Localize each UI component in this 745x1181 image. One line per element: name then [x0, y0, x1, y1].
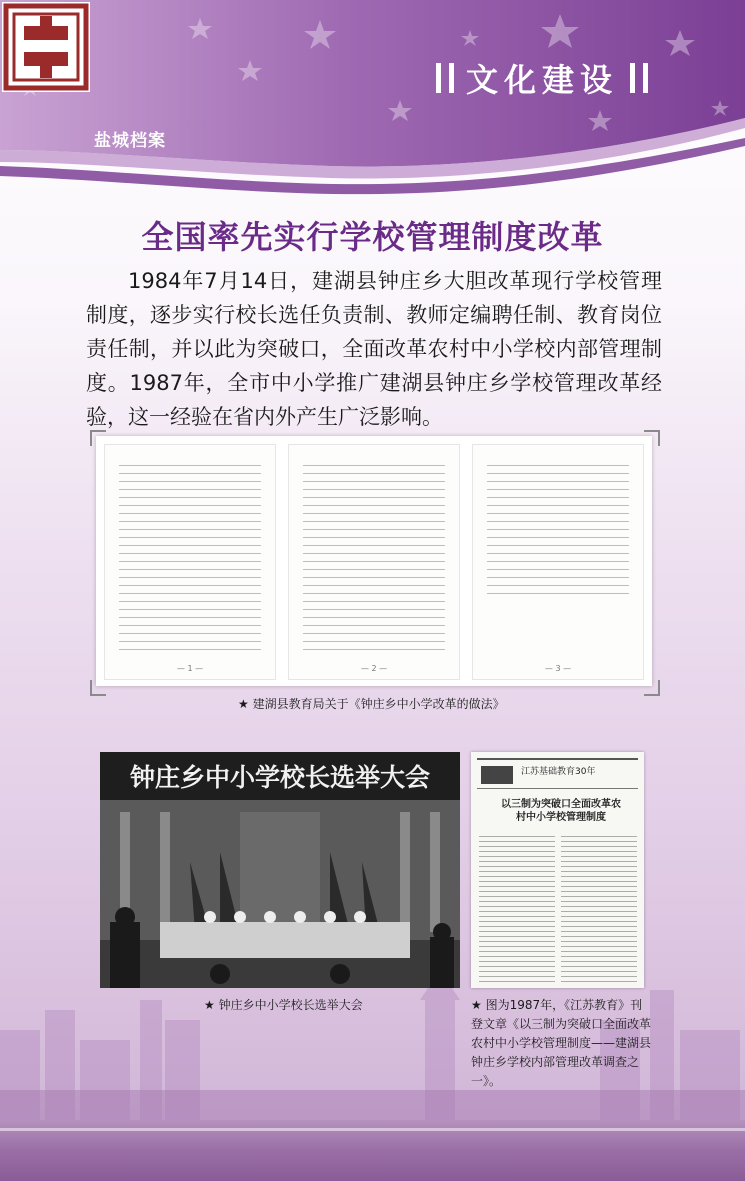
document-page-2 [288, 444, 460, 680]
document-text-lines [487, 465, 629, 599]
logo-text: 盐城档案 [94, 131, 166, 151]
document-page-3 [472, 444, 644, 680]
section-bar-right-2 [643, 63, 648, 93]
photo-caption: ★ 钟庄乡中小学校长选举大会 [204, 998, 363, 1012]
document-page-1 [104, 444, 276, 680]
magazine-header: 江苏基础教育30年 [521, 767, 596, 777]
magazine-column-right [561, 836, 637, 982]
header-wave-background [0, 0, 745, 200]
magazine-header-mark [481, 766, 513, 784]
document-scan [96, 436, 652, 686]
magazine-clipping [471, 752, 644, 988]
footer-band [0, 1120, 745, 1181]
section-bar-left-2 [449, 63, 454, 93]
frame-corner [90, 430, 106, 446]
magazine-rule [477, 788, 638, 789]
frame-corner [90, 680, 106, 696]
magazine-headline: 以三制为突破口全面改革农村中小学校管理制度 [501, 799, 621, 823]
document-text-lines [303, 465, 445, 657]
header-banner [0, 0, 745, 200]
article-title: 全国率先实行学校管理制度改革 [141, 218, 604, 256]
magazine-column-left [479, 836, 555, 982]
footer-stripe [0, 1128, 745, 1131]
section-label-text: 文化建设 [466, 61, 619, 99]
frame-corner [644, 680, 660, 696]
document-page-number: — 1 — [176, 664, 204, 673]
article-body: 1984年7月14日，建湖县钟庄乡大胆改革现行学校管理制度，逐步实行校长选任负责制、教师定编聘任制、教育岗位责任制，并以此为突破口，全面改革农村中小学校内部管理制度。1987年，全市中小学推广建湖县钟庄乡学校管理改革经验，这一经验在省内外产生广泛影响。 [86, 269, 662, 429]
magazine-top-rule [477, 758, 638, 760]
photo-banner-text: 钟庄乡中小学校长选举大会 [129, 763, 431, 792]
magazine-caption: ★ 图为1987年，《江苏教育》刊登文章《以三制为突破口全面改革农村中小学校管理制度——建湖县钟庄乡学校内部管理改革调查之一》。 [471, 998, 652, 1088]
document-page-number: — 3 — [544, 664, 572, 673]
section-bar-right [630, 63, 635, 93]
election-meeting-photo [100, 752, 460, 988]
frame-corner [644, 430, 660, 446]
photo-scene [100, 752, 460, 988]
section-label [432, 56, 652, 100]
document-page-number: — 2 — [360, 664, 388, 673]
yancheng-archives-logo [0, 0, 92, 94]
section-bar-left [436, 63, 441, 93]
document-caption: ★ 建湖县教育局关于《钟庄乡中小学改革的做法》 [238, 697, 505, 711]
document-text-lines [119, 465, 261, 657]
